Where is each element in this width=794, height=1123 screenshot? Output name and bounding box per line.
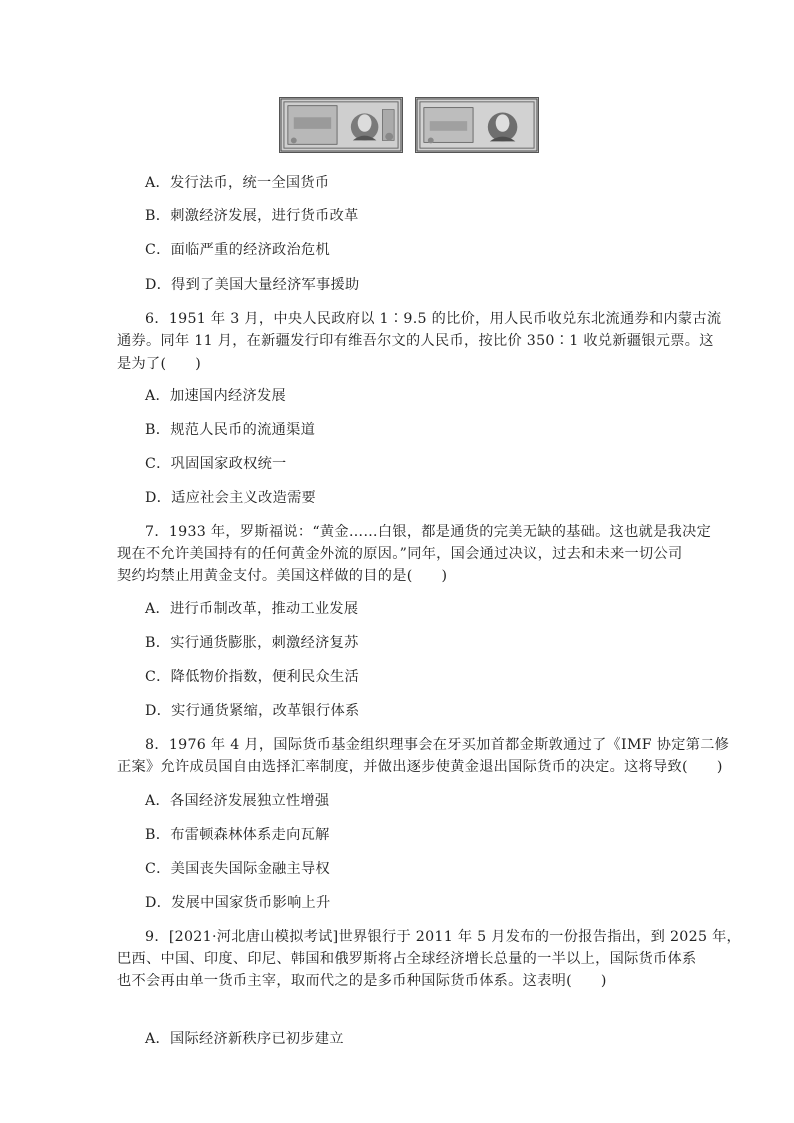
q6-stem-line-3: 是为了( )	[117, 356, 202, 372]
q7-option-d: D．实行通货紧缩，改革银行体系	[145, 703, 360, 719]
q7-option-b: B．实行通货膨胀，刺激经济复苏	[145, 635, 359, 651]
q8-option-c: C．美国丧失国际金融主导权	[145, 861, 331, 877]
q6-option-b: B．规范人民币的流通渠道	[145, 422, 316, 438]
q6-option-d: D．适应社会主义改造需要	[145, 490, 317, 506]
q9-stem-line-1: 9．[2021·河北唐山模拟考试]世界银行于 2011 年 5 月发布的一份报告指出，到 2025 年，	[145, 929, 742, 945]
q5-option-c: C．面临严重的经济政治危机	[145, 242, 331, 258]
q7-option-c: C．降低物价指数，便利民众生活	[145, 669, 359, 685]
q9-stem-line-3: 也不会再由单一货币主宰，取而代之的是多币种国际货币体系。这表明( )	[117, 973, 607, 989]
q5-option-d: D．得到了美国大量经济军事援助	[145, 277, 360, 293]
banknote-illustration	[279, 97, 545, 155]
q6-option-a: A．加速国内经济发展	[145, 388, 286, 404]
q8-option-d: D．发展中国家货币影响上升	[145, 895, 331, 911]
q8-stem-line-1: 8．1976 年 4 月，国际货币基金组织理事会在牙买加首都金斯敦通过了《IMF 协定第二修	[145, 737, 730, 753]
banknote-left-image	[279, 97, 403, 153]
q8-option-a: A．各国经济发展独立性增强	[145, 793, 330, 809]
q5-option-a: A．发行法币，统一全国货币	[145, 175, 330, 191]
q7-option-a: A．进行币制改革，推动工业发展	[145, 601, 359, 617]
q7-stem-line-3: 契约均禁止用黄金支付。美国这样做的目的是( )	[117, 568, 448, 584]
q8-stem-line-2: 正案》允许成员国自由选择汇率制度，并做出逐步使黄金退出国际货币的决定。这将导致( )	[117, 759, 723, 775]
banknote-right-image	[415, 97, 539, 153]
q9-option-a: A．国际经济新秩序已初步建立	[145, 1031, 344, 1047]
q7-stem-line-2: 现在不允许美国持有的任何黄金外流的原因。”同年，国会通过决议，过去和未来一切公司	[117, 546, 683, 562]
q5-option-b: B．刺激经济发展，进行货币改革	[145, 208, 359, 224]
q6-stem-line-2: 通券。同年 11 月，在新疆发行印有维吾尔文的人民币，按比价 350∶1 收兑新疆银元票。这	[117, 333, 714, 349]
q9-stem-line-2: 巴西、中国、印度、印尼、韩国和俄罗斯将占全球经济增长总量的一半以上，国际货币体系	[117, 951, 697, 967]
q6-stem-line-1: 6．1951 年 3 月，中央人民政府以 1∶9.5 的比价，用人民币收兑东北流通券和内蒙古流	[145, 311, 722, 327]
q7-stem-line-1: 7．1933 年，罗斯福说：“黄金……白银，都是通货的完美无缺的基础。这也就是我决定	[145, 524, 712, 540]
q8-option-b: B．布雷顿森林体系走向瓦解	[145, 827, 330, 843]
q6-option-c: C．巩固国家政权统一	[145, 456, 287, 472]
